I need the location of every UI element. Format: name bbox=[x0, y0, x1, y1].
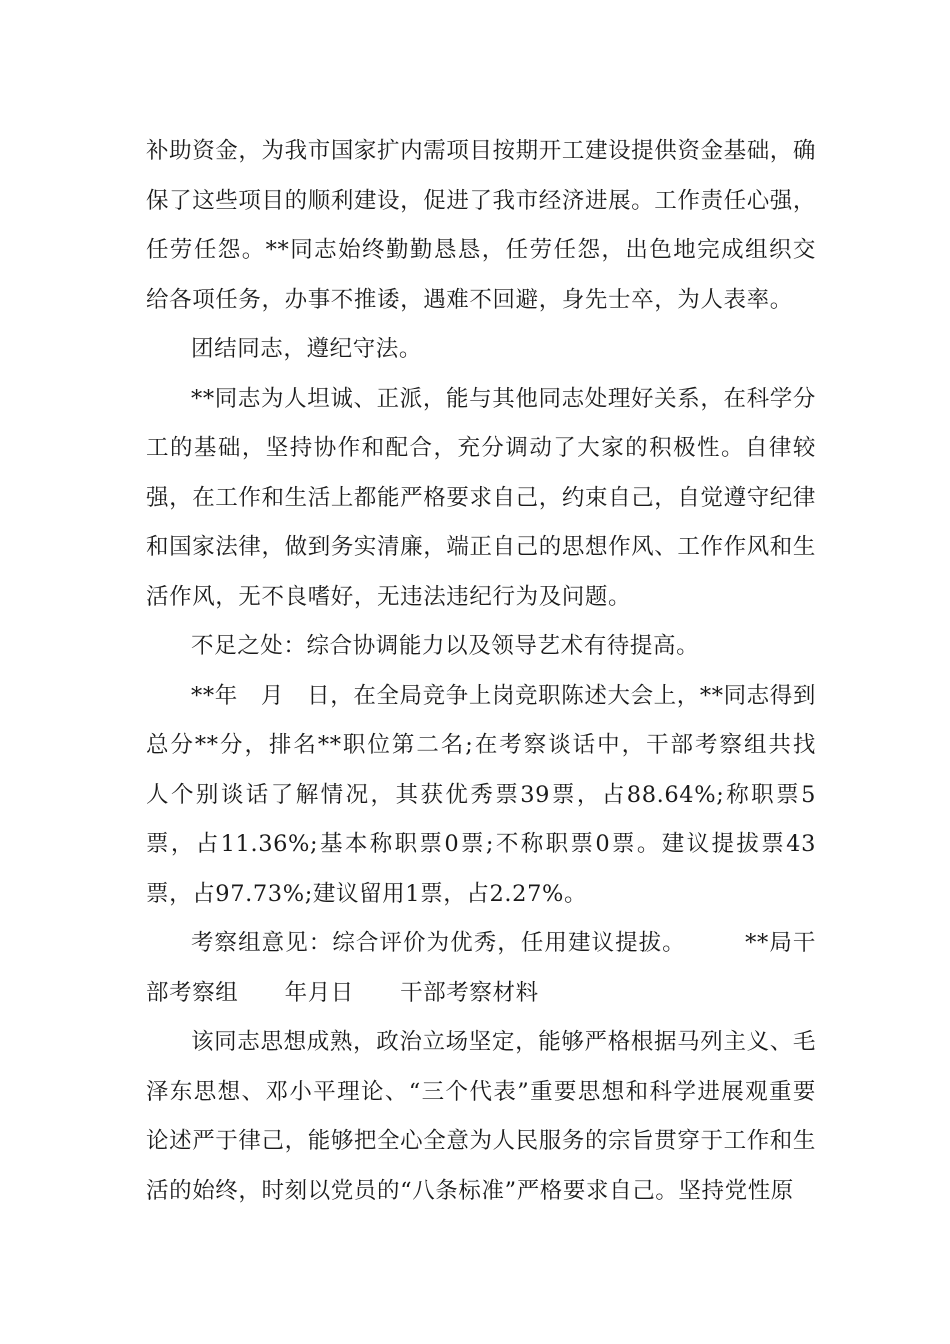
paragraph-political-ideology: 该同志思想成熟，政治立场坚定，能够严格根据马列主义、毛泽东思想、邓小平理论、“三个代表”重要思想和科学进展观重要论述严于律己，能够把全心全意为人民服务的宗旨贯穿于工作和生活的始终，时刻以党员的“八条标准”严格要求自己。坚持党性原 bbox=[146, 1029, 816, 1204]
paragraph-voting-results: **年 月 日，在全局竞争上岗竞职陈述大会上，**同志得到总分**分，排名**职位第二名;在考察谈话中，干部考察组共找 人个别谈话了解情况，其获优秀票39票，占88.64%;称职票5票，占11.36%;基本称职票0票;不称职票0票。建议提拔票43票，占97.73%;建议留用1票，占2.27%。 bbox=[146, 682, 840, 907]
paragraph-character-assessment: **同志为人坦诚、正派，能与其他同志处理好关系，在科学分工的基础，坚持协作和配合，充分调动了大家的积极性。自律较强，在工作和生活上都能严格要求自己，约束自己，自觉遵守纪律和国家法律，做到务实清廉，端正自己的思想作风、工作作风和生活作风，无不良嗜好，无违法违纪行为及问题。 bbox=[146, 385, 816, 610]
paragraph-shortcomings: 不足之处：综合协调能力以及领导艺术有待提高。 bbox=[191, 633, 700, 659]
document-body bbox=[146, 127, 840, 1216]
paragraph-group-opinion: 考察组意见：综合评价为优秀，任用建议提拔。 **局干部考察组 年月日 干部考察材料 bbox=[146, 930, 816, 1006]
paragraph-funding-responsibility: 补助资金，为我市国家扩内需项目按期开工建设提供资金基础，确保了这些项目的顺利建设，促进了我市经济进展。工作责任心强，任劳任怨。**同志始终勤勤恳恳，任劳任怨，出色地完成组织交给各项任务，办事不推诿，遇难不回避，身先士卒，为人表率。 bbox=[146, 138, 816, 313]
paragraph-unity-discipline-heading: 团结同志，遵纪守法。 bbox=[191, 336, 423, 362]
